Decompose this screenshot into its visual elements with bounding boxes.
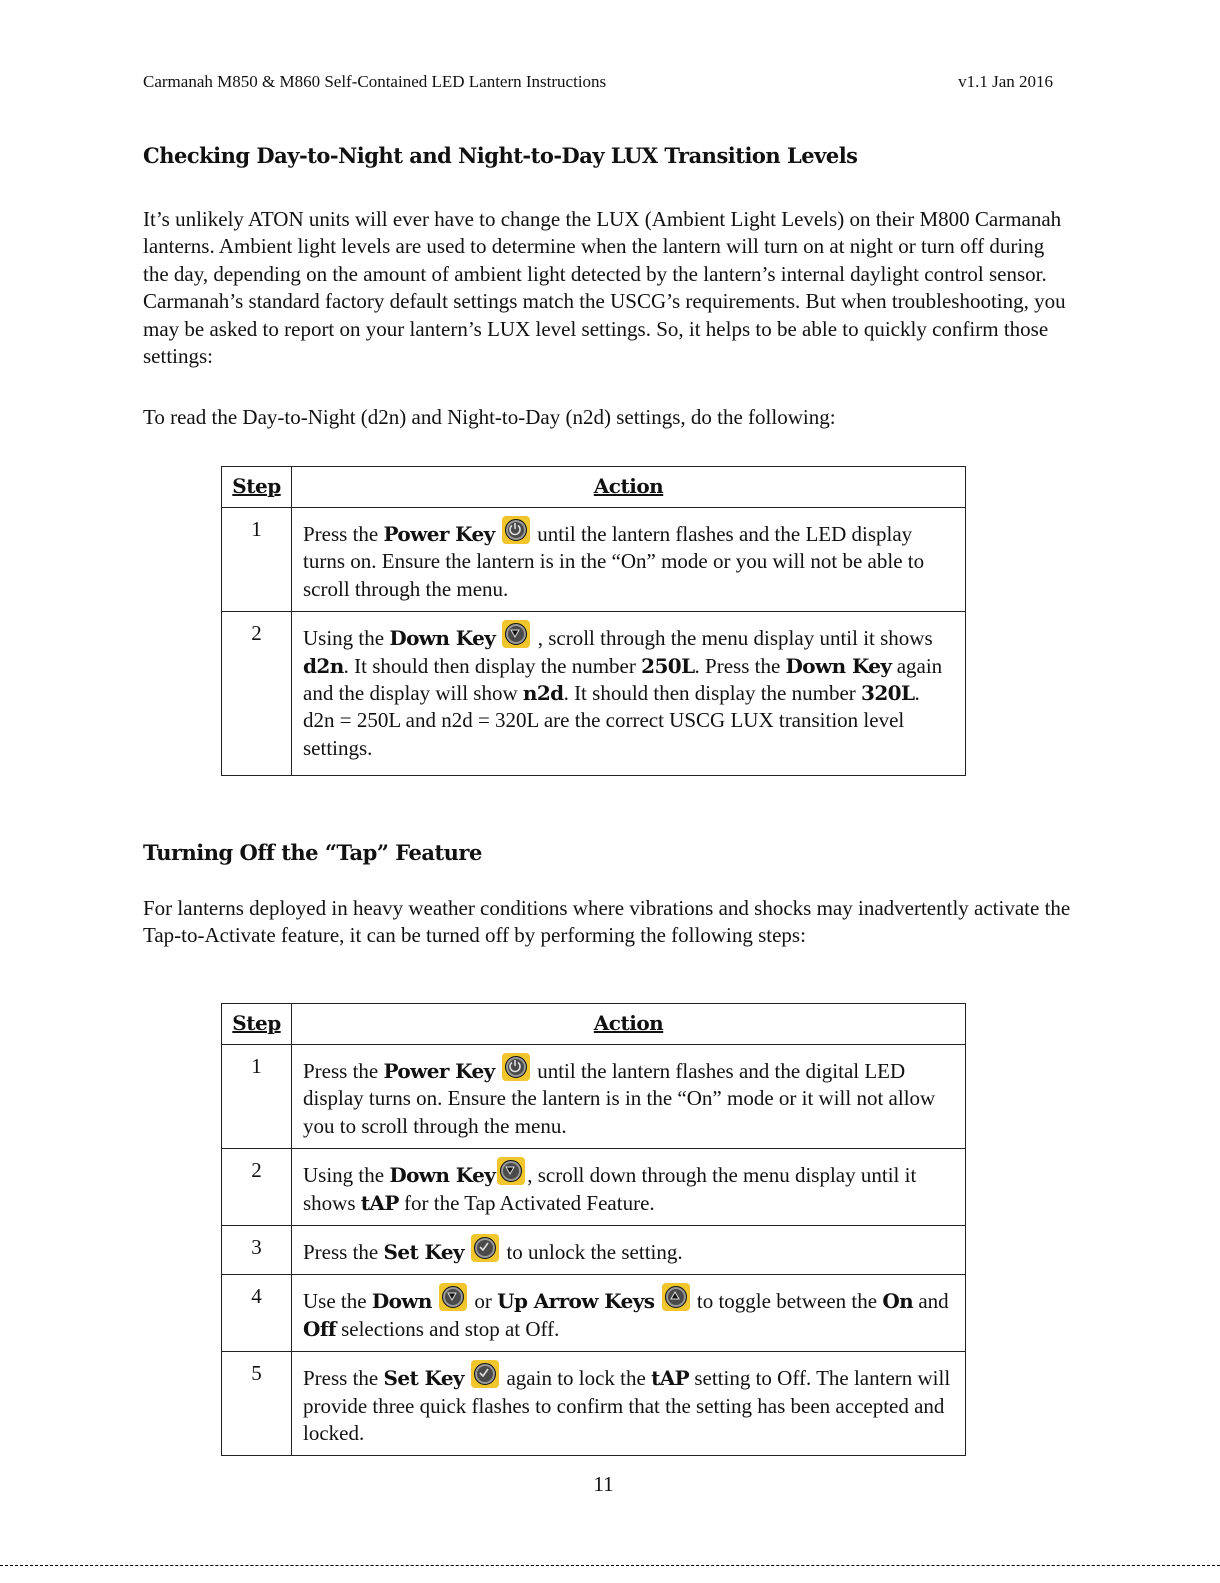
step-number: 1 [222,508,292,612]
action-text: to toggle between the [691,1289,883,1314]
table-header-row [222,467,966,508]
action-key-label: Down Key [389,626,496,651]
action-key-label: Power Key [383,522,495,546]
action-text: or [469,1289,498,1314]
down-key-icon [497,1157,525,1185]
down-key-icon [502,620,530,648]
action-text: setting to Off. The lantern will provide three quick flashes to confirm that the setting has been accepted and locked. [303,1366,951,1446]
option-label: On [882,1289,914,1314]
display-code: tAP [360,1190,399,1215]
action-text: for the Tap Activated Feature. [398,1190,655,1215]
set-key-icon [471,1360,499,1388]
step-action [292,1045,966,1149]
action-text: and [913,1289,949,1314]
action-text: Use the [303,1289,372,1314]
step-action [292,612,966,776]
step-action [292,1352,966,1456]
action-text: Press the [303,1366,384,1391]
power-key-icon [502,516,530,544]
action-text: , scroll down through the menu display until it shows [303,1163,917,1215]
step-header: Step [222,467,292,508]
display-code: n2d [522,681,564,706]
header-version: v1.1 Jan 2016 [958,72,1053,91]
step-action [292,1275,966,1352]
action-text: , scroll through the menu display until it shows [532,626,933,651]
step-number: 3 [222,1226,292,1275]
action-key-label: Power Key [383,1059,495,1083]
action-header: Action [292,1004,966,1045]
section1-intro: To read the Day-to-Night (d2n) and Night-to-Day (n2d) settings, do the following: [143,405,836,429]
action-text: selections and stop at Off. [335,1316,560,1341]
step-action [292,1226,966,1275]
step-number: 2 [222,1149,292,1226]
lux-steps-table [221,466,966,776]
action-key-label: Down Key [785,653,892,678]
action-text: until the lantern flashes and the digital LED display turns on. Ensure the lantern is in the “On” mode or it will not allow you to scroll through the menu. [303,1059,936,1138]
table-header-row [222,1004,966,1045]
step-number: 2 [222,612,292,776]
action-key-label: Set Key [383,1240,464,1265]
action-key-label: Down [371,1289,432,1314]
action-header: Action [292,467,966,508]
step-action [292,1149,966,1226]
section1-paragraph: It’s unlikely ATON units will ever have to change the LUX (Ambient Light Levels) on their M800 Carmanah lanterns. Ambient light levels are used to determine when the lantern will turn on at night or turn off during the day, depending on the amount of ambient light detected by the lantern’s internal daylight control sensor. Carmanah’s standard factory default settings match the USCG’s requirements. But when troubleshooting, you may be asked to report on your lantern’s LUX level settings. So, it helps to be able to quickly confirm those settings: [143,207,1066,369]
action-text: until the lantern flashes and the LED display turns on. Ensure the lantern is in the “On” mode or you will not be able to scroll through the menu. [303,522,925,601]
table-row [222,1275,966,1352]
display-value: 320L [861,681,915,706]
action-key-label: Set Key [383,1366,464,1391]
action-text: Using the [303,1163,390,1188]
table-row [222,508,966,612]
table-row [222,612,966,776]
down-key-icon [439,1283,467,1311]
action-text: . d2n = 250L and n2d = 320L are the correct USCG LUX transition level settings. [303,681,920,760]
section1-title: Checking Day-to-Night and Night-to-Day LUX Transition Levels [143,143,858,168]
section2-title: Turning Off the “Tap” Feature [143,840,482,865]
up-key-icon [662,1283,690,1311]
header-title: Carmanah M850 & M860 Self-Contained LED Lantern Instructions [143,72,607,91]
table-row [222,1226,966,1275]
step-number: 1 [222,1045,292,1149]
step-number: 5 [222,1352,292,1456]
table-row [222,1149,966,1226]
action-text: . It should then display the number [343,653,642,678]
step-number: 4 [222,1275,292,1352]
section2-paragraph: For lanterns deployed in heavy weather conditions where vibrations and shocks may inadvertently activate the Tap-to-Activate feature, it can be turned off by performing the following steps: [143,896,1071,948]
action-text: again to lock the [501,1366,652,1391]
step-action [292,508,966,612]
table-row [222,1352,966,1456]
table-row [222,1045,966,1149]
display-value: 250L [641,653,695,678]
set-key-icon [471,1234,499,1262]
bottom-rule [0,1565,1220,1566]
option-label: Off [303,1316,336,1341]
power-key-icon [502,1053,530,1081]
action-text: . It should then display the number [563,681,862,706]
action-text: Press the [303,522,384,546]
action-text: . Press the [694,653,786,678]
display-code: tAP [651,1366,690,1391]
tap-steps-table [221,1003,966,1456]
page-number: 11 [593,1472,614,1496]
action-key-label: Down Key [389,1163,496,1188]
action-text: to unlock the setting. [501,1240,683,1265]
display-code: d2n [303,653,344,678]
action-text: Press the [303,1059,384,1083]
action-text: again and the display will show [303,653,943,706]
step-header: Step [222,1004,292,1045]
action-key-label: Up Arrow Keys [497,1289,655,1314]
action-text: Press the [303,1240,384,1265]
action-text: Using the [303,626,390,651]
